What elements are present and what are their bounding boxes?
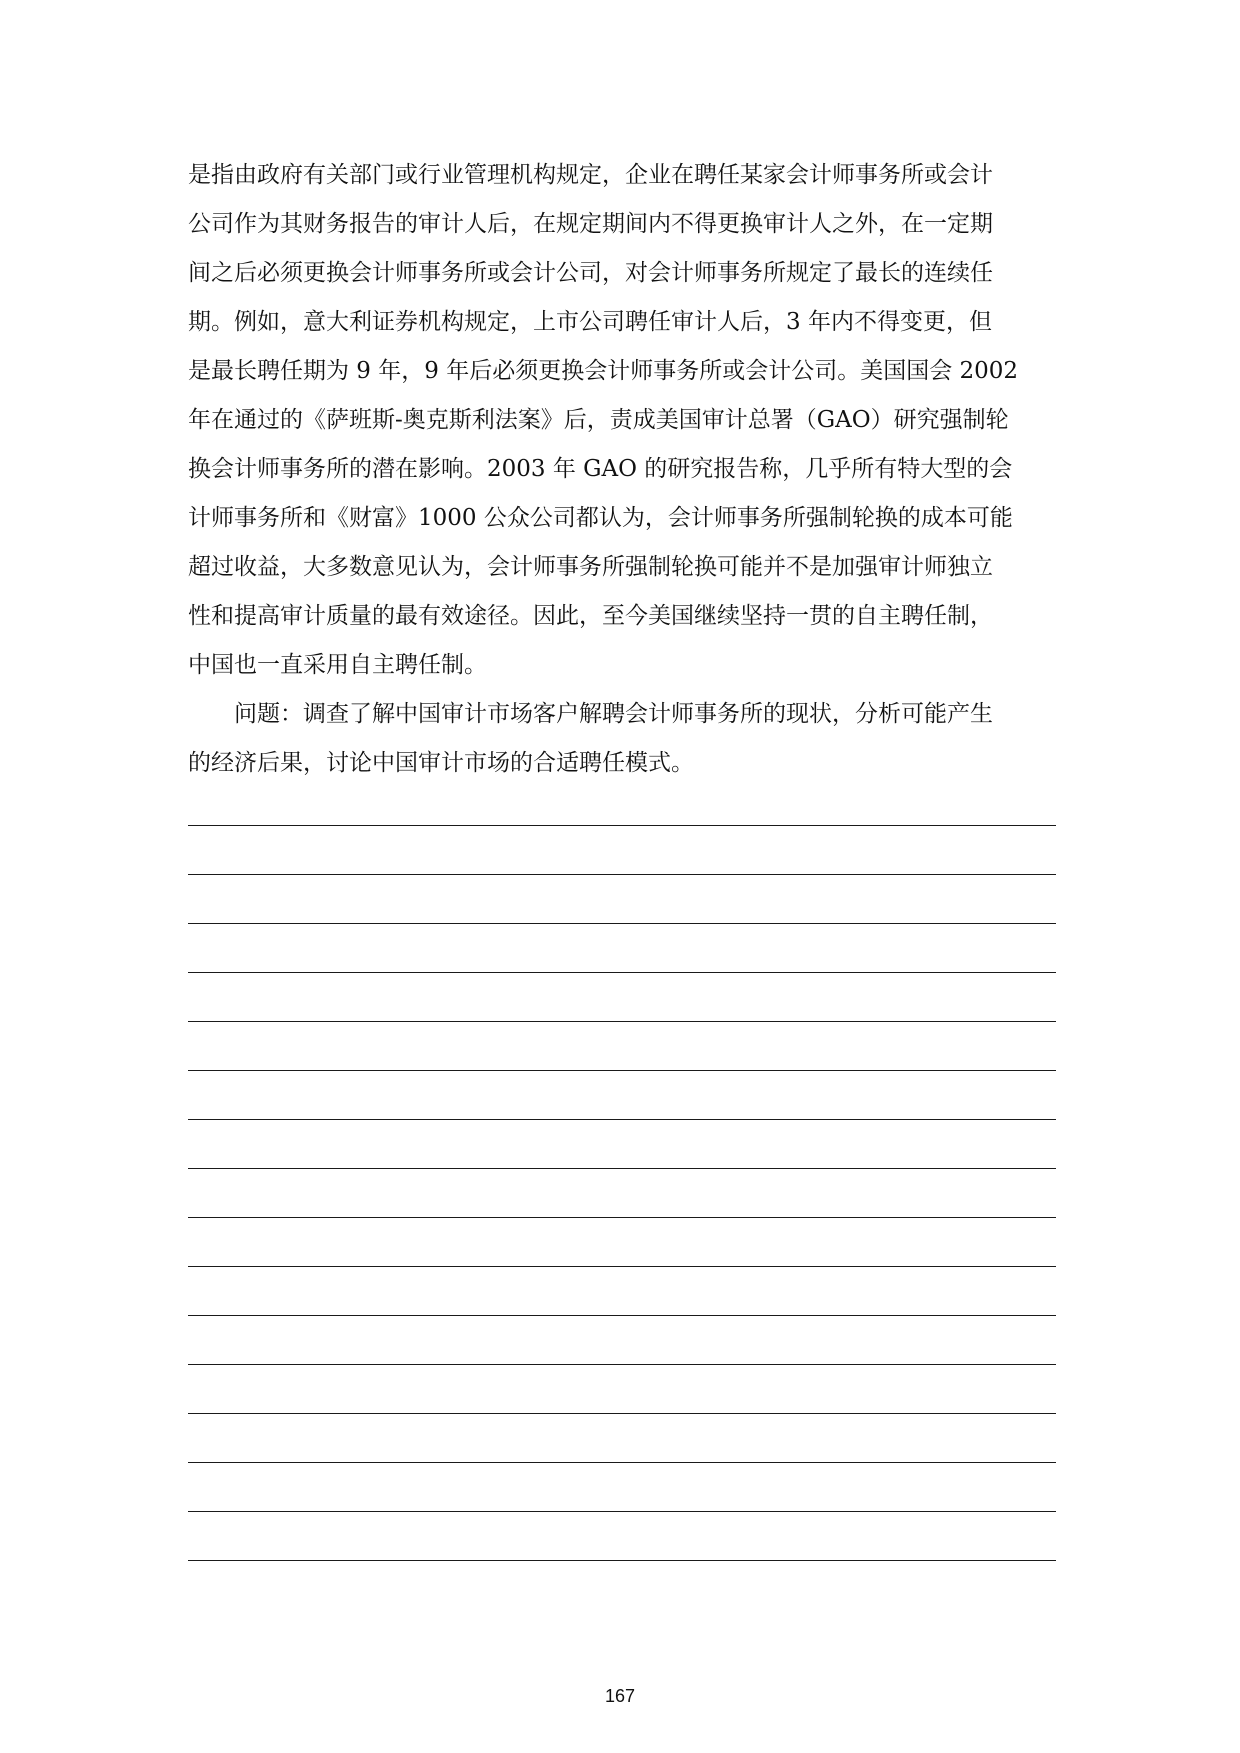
body-line (188, 641, 1056, 690)
answer-line (188, 972, 1056, 973)
body-line-text: 性和提高审计质量的最有效途径。因此，至今美国继续坚持一贯的自主聘任制， (188, 603, 993, 629)
answer-line (188, 923, 1056, 924)
body-line (188, 249, 1056, 298)
answer-line (188, 1021, 1056, 1022)
body-line (188, 592, 1056, 641)
question-line (188, 690, 1056, 739)
body-line (188, 151, 1056, 200)
body-line-text: 是指由政府有关部门或行业管理机构规定，企业在聘任某家会计师事务所或会计 (188, 162, 993, 188)
question-line-text: 问题：调查了解中国审计市场客户解聘会计师事务所的现状，分析可能产生 (188, 701, 993, 727)
answer-line (188, 1119, 1056, 1120)
body-line (188, 347, 1056, 396)
body-line (188, 445, 1056, 494)
body-line-text: 换会计师事务所的潜在影响。2003 年 GAO 的研究报告称，几乎所有特大型的会 (188, 456, 1013, 482)
answer-line (188, 1511, 1056, 1512)
body-line (188, 494, 1056, 543)
answer-line (188, 1168, 1056, 1169)
answer-line (188, 874, 1056, 875)
answer-line (188, 1070, 1056, 1071)
answer-line (188, 1266, 1056, 1267)
answer-line (188, 1364, 1056, 1365)
body-line-text: 年在通过的《萨班斯-奥克斯利法案》后，责成美国审计总署（GAO）研究强制轮 (188, 407, 1009, 433)
body-line-text: 超过收益，大多数意见认为，会计师事务所强制轮换可能并不是加强审计师独立 (188, 554, 993, 580)
body-text (188, 151, 1056, 788)
body-line (188, 396, 1056, 445)
answer-line (188, 1413, 1056, 1414)
question-line (188, 739, 1056, 788)
body-line (188, 298, 1056, 347)
answer-line (188, 1315, 1056, 1316)
body-line-text: 期。例如，意大利证券机构规定，上市公司聘任审计人后，3 年内不得变更，但 (188, 309, 992, 335)
answer-line (188, 825, 1056, 826)
answer-line (188, 1217, 1056, 1218)
answer-line (188, 1560, 1056, 1561)
question-line-text: 的经济后果，讨论中国审计市场的合适聘任模式。 (188, 750, 694, 776)
page-number: 167 (604, 1686, 636, 1706)
body-line (188, 200, 1056, 249)
body-line-text: 公司作为其财务报告的审计人后，在规定期间内不得更换审计人之外，在一定期 (188, 211, 993, 237)
body-line-text: 间之后必须更换会计师事务所或会计公司，对会计师事务所规定了最长的连续任 (188, 260, 993, 286)
body-line (188, 543, 1056, 592)
answer-writing-lines (188, 825, 1056, 1609)
body-line-text: 中国也一直采用自主聘任制。 (188, 652, 487, 678)
body-line-text: 计师事务所和《财富》1000 公众公司都认为，会计师事务所强制轮换的成本可能 (188, 505, 1013, 531)
body-line-text: 是最长聘任期为 9 年，9 年后必须更换会计师事务所或会计公司。美国国会 2002 (188, 358, 1019, 384)
answer-line (188, 1462, 1056, 1463)
